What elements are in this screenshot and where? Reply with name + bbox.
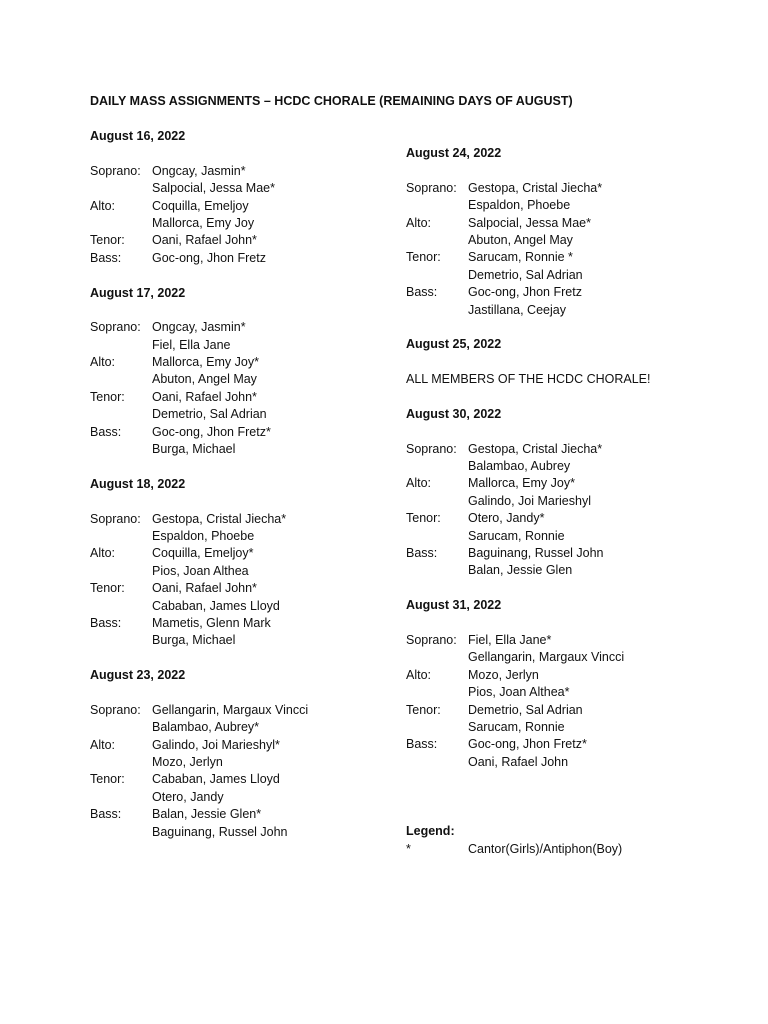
voice-part-label xyxy=(90,824,152,841)
voice-part-label xyxy=(406,562,468,579)
section-date: August 30, 2022 xyxy=(406,406,502,421)
assignment-row xyxy=(90,563,390,580)
assignment-row xyxy=(90,580,390,597)
voice-part-label xyxy=(90,337,152,354)
member-name: Baguinang, Russel John xyxy=(152,824,288,839)
member-name: Sarucam, Ronnie xyxy=(468,719,565,734)
assignment-row xyxy=(406,684,706,701)
member-name: Balambao, Aubrey xyxy=(468,459,571,474)
assignment-row xyxy=(406,284,706,301)
member-name: Mallorca, Emy Joy xyxy=(152,215,255,230)
assignment-section xyxy=(90,667,390,841)
member-name: Sarucam, Ronnie * xyxy=(468,250,573,265)
member-name: Demetrio, Sal Adrian xyxy=(468,702,583,717)
assignment-row xyxy=(90,250,390,267)
member-name: Gestopa, Cristal Jiecha* xyxy=(152,511,287,526)
member-name: Balan, Jessie Glen* xyxy=(152,807,262,822)
voice-part-label xyxy=(90,528,152,545)
voice-part-label: Soprano: xyxy=(90,320,141,335)
member-name: Cababan, James Lloyd xyxy=(152,772,280,787)
legend-meaning: Cantor(Girls)/Antiphon(Boy) xyxy=(468,841,623,856)
assignment-row xyxy=(90,545,390,562)
voice-part-label: Bass: xyxy=(406,737,438,752)
voice-part-label: Alto: xyxy=(406,215,432,230)
assignment-row xyxy=(90,215,390,232)
member-name: Balambao, Aubrey* xyxy=(152,720,260,735)
member-name: Salpocial, Jessa Mae* xyxy=(152,181,275,196)
voice-part-label: Bass: xyxy=(406,545,438,560)
assignment-row xyxy=(90,702,390,719)
assignment-row xyxy=(406,736,706,753)
member-name: Demetrio, Sal Adrian xyxy=(468,267,583,282)
voice-part-label xyxy=(406,232,468,249)
right-column xyxy=(406,145,706,858)
member-name: Salpocial, Jessa Mae* xyxy=(468,215,591,230)
assignment-row xyxy=(90,232,390,249)
voice-part-label xyxy=(406,493,468,510)
member-name: Galindo, Joi Marieshyl xyxy=(468,493,591,508)
voice-part-label xyxy=(90,180,152,197)
voice-part-label xyxy=(90,406,152,423)
assignment-row xyxy=(90,371,390,388)
assignment-row xyxy=(406,458,706,475)
section-date: August 25, 2022 xyxy=(406,337,502,352)
member-name: Baguinang, Russel John xyxy=(468,545,604,560)
member-name: Coquilla, Emeljoy xyxy=(152,198,249,213)
voice-part-label: Soprano: xyxy=(406,632,457,647)
member-name: Cababan, James Lloyd xyxy=(152,598,280,613)
legend-symbol: * xyxy=(406,841,411,856)
assignment-row xyxy=(90,806,390,823)
voice-part-label xyxy=(406,302,468,319)
section-date: August 18, 2022 xyxy=(90,476,186,491)
voice-part-label: Soprano: xyxy=(406,441,457,456)
voice-part-label: Tenor: xyxy=(406,511,441,526)
voice-part-label: Soprano: xyxy=(90,511,141,526)
member-name: Burga, Michael xyxy=(152,442,236,457)
assignment-section xyxy=(90,285,390,459)
voice-part-label: Alto: xyxy=(90,546,116,561)
member-name: Mallorca, Emy Joy* xyxy=(468,476,575,491)
assignment-row xyxy=(406,302,706,319)
voice-part-label xyxy=(406,649,468,666)
voice-part-label: Tenor: xyxy=(90,389,125,404)
voice-part-label: Alto: xyxy=(90,198,116,213)
assignment-section xyxy=(90,128,390,267)
assignment-row xyxy=(90,337,390,354)
member-name: Abuton, Angel May xyxy=(152,372,257,387)
assignment-row xyxy=(90,789,390,806)
assignment-row xyxy=(90,632,390,649)
section-date: August 23, 2022 xyxy=(90,668,186,683)
member-name: Goc-ong, Jhon Fretz* xyxy=(152,424,271,439)
assignment-row xyxy=(406,510,706,527)
member-name: Otero, Jandy xyxy=(152,789,224,804)
member-name: Gestopa, Cristal Jiecha* xyxy=(468,180,603,195)
voice-part-label: Tenor: xyxy=(90,772,125,787)
voice-part-label xyxy=(406,754,468,771)
assignment-row xyxy=(406,649,706,666)
member-name: Oani, Rafael John* xyxy=(152,233,257,248)
voice-part-label xyxy=(90,563,152,580)
left-column xyxy=(90,128,390,858)
assignment-row xyxy=(406,754,706,771)
voice-part-label: Alto: xyxy=(90,355,116,370)
member-name: Gellangarin, Margaux Vincci xyxy=(468,650,625,665)
assignment-row xyxy=(90,198,390,215)
assignment-section xyxy=(406,597,706,771)
assignment-row xyxy=(90,615,390,632)
voice-part-label: Tenor: xyxy=(90,581,125,596)
voice-part-label xyxy=(406,528,468,545)
voice-part-label: Bass: xyxy=(406,285,438,300)
member-name: Ongcay, Jasmin* xyxy=(152,320,246,335)
assignment-row xyxy=(406,441,706,458)
assignment-section xyxy=(406,406,706,580)
assignment-row xyxy=(90,389,390,406)
member-name: Espaldon, Phoebe xyxy=(468,198,571,213)
member-name: Pios, Joan Althea xyxy=(152,563,249,578)
assignment-row xyxy=(90,319,390,336)
assignment-row xyxy=(90,824,390,841)
assignment-row xyxy=(406,667,706,684)
assignment-row xyxy=(406,249,706,266)
assignment-row xyxy=(90,754,390,771)
member-name: Fiel, Ella Jane* xyxy=(468,632,552,647)
member-name: Demetrio, Sal Adrian xyxy=(152,407,267,422)
voice-part-label xyxy=(90,719,152,736)
member-name: Balan, Jessie Glen xyxy=(468,563,573,578)
assignment-section xyxy=(406,145,706,319)
voice-part-label xyxy=(406,684,468,701)
section-date: August 16, 2022 xyxy=(90,129,186,143)
voice-part-label xyxy=(406,197,468,214)
member-name: Oani, Rafael John xyxy=(468,754,569,769)
assignment-row xyxy=(90,528,390,545)
voice-part-label: Soprano: xyxy=(406,180,457,195)
voice-part-label: Tenor: xyxy=(406,702,441,717)
section-date: August 17, 2022 xyxy=(90,285,186,300)
voice-part-label: Alto: xyxy=(406,476,432,491)
member-name: Oani, Rafael John* xyxy=(152,389,257,404)
assignment-row xyxy=(90,180,390,197)
assignment-row xyxy=(406,267,706,284)
section-note: ALL MEMBERS OF THE HCDC CHORALE! xyxy=(406,372,651,387)
voice-part-label: Bass: xyxy=(90,424,122,439)
voice-part-label xyxy=(90,215,152,232)
member-name: Coquilla, Emeljoy* xyxy=(152,546,254,561)
voice-part-label xyxy=(90,598,152,615)
assignment-row xyxy=(406,493,706,510)
page-title: DAILY MASS ASSIGNMENTS – HCDC CHORALE (REMAINING DAYS OF AUGUST) xyxy=(90,94,573,108)
voice-part-label: Alto: xyxy=(90,737,116,752)
member-name: Mozo, Jerlyn xyxy=(468,667,539,682)
member-name: Goc-ong, Jhon Fretz xyxy=(152,250,266,265)
member-name: Mozo, Jerlyn xyxy=(152,755,223,770)
member-name: Abuton, Angel May xyxy=(468,232,573,247)
legend xyxy=(406,823,706,858)
assignment-row xyxy=(90,163,390,180)
section-date: August 31, 2022 xyxy=(406,598,502,613)
voice-part-label xyxy=(90,789,152,806)
assignment-row xyxy=(406,475,706,492)
voice-part-label xyxy=(406,719,468,736)
voice-part-label: Alto: xyxy=(406,667,432,682)
assignment-row xyxy=(406,180,706,197)
assignment-row xyxy=(90,424,390,441)
member-name: Oani, Rafael John* xyxy=(152,581,257,596)
assignment-row xyxy=(406,562,706,579)
member-name: Burga, Michael xyxy=(152,633,236,648)
assignment-section xyxy=(406,336,706,388)
member-name: Gellangarin, Margaux Vincci xyxy=(152,702,309,717)
member-name: Ongcay, Jasmin* xyxy=(152,163,246,178)
member-name: Gestopa, Cristal Jiecha* xyxy=(468,441,603,456)
member-name: Sarucam, Ronnie xyxy=(468,528,565,543)
section-date: August 24, 2022 xyxy=(406,146,502,160)
voice-part-label: Bass: xyxy=(90,807,122,822)
assignment-row xyxy=(406,702,706,719)
member-name: Jastillana, Ceejay xyxy=(468,302,566,317)
voice-part-label: Tenor: xyxy=(406,250,441,265)
assignment-row xyxy=(90,719,390,736)
assignment-row xyxy=(406,528,706,545)
voice-part-label xyxy=(90,754,152,771)
voice-part-label: Bass: xyxy=(90,615,122,630)
voice-part-label xyxy=(90,371,152,388)
assignment-row xyxy=(90,598,390,615)
voice-part-label: Soprano: xyxy=(90,702,141,717)
member-name: Fiel, Ella Jane xyxy=(152,337,231,352)
assignment-row xyxy=(406,632,706,649)
assignment-row xyxy=(406,215,706,232)
member-name: Espaldon, Phoebe xyxy=(152,528,255,543)
voice-part-label xyxy=(90,441,152,458)
assignment-row xyxy=(90,354,390,371)
member-name: Otero, Jandy* xyxy=(468,511,545,526)
member-name: Mametis, Glenn Mark xyxy=(152,615,271,630)
assignment-row xyxy=(90,511,390,528)
voice-part-label xyxy=(90,632,152,649)
voice-part-label: Bass: xyxy=(90,250,122,265)
member-name: Goc-ong, Jhon Fretz xyxy=(468,285,582,300)
voice-part-label: Soprano: xyxy=(90,163,141,178)
member-name: Goc-ong, Jhon Fretz* xyxy=(468,737,587,752)
assignment-row xyxy=(406,197,706,214)
voice-part-label xyxy=(406,267,468,284)
assignment-section xyxy=(90,476,390,650)
voice-part-label xyxy=(406,458,468,475)
voice-part-label: Tenor: xyxy=(90,233,125,248)
legend-title: Legend: xyxy=(406,824,455,839)
member-name: Mallorca, Emy Joy* xyxy=(152,355,259,370)
assignment-row xyxy=(406,545,706,562)
assignment-row xyxy=(406,719,706,736)
legend-row xyxy=(406,841,706,858)
member-name: Galindo, Joi Marieshyl* xyxy=(152,737,280,752)
assignment-row xyxy=(90,771,390,788)
assignment-row xyxy=(90,406,390,423)
member-name: Pios, Joan Althea* xyxy=(468,685,570,700)
assignment-row xyxy=(90,441,390,458)
assignment-row xyxy=(406,232,706,249)
assignment-row xyxy=(90,737,390,754)
